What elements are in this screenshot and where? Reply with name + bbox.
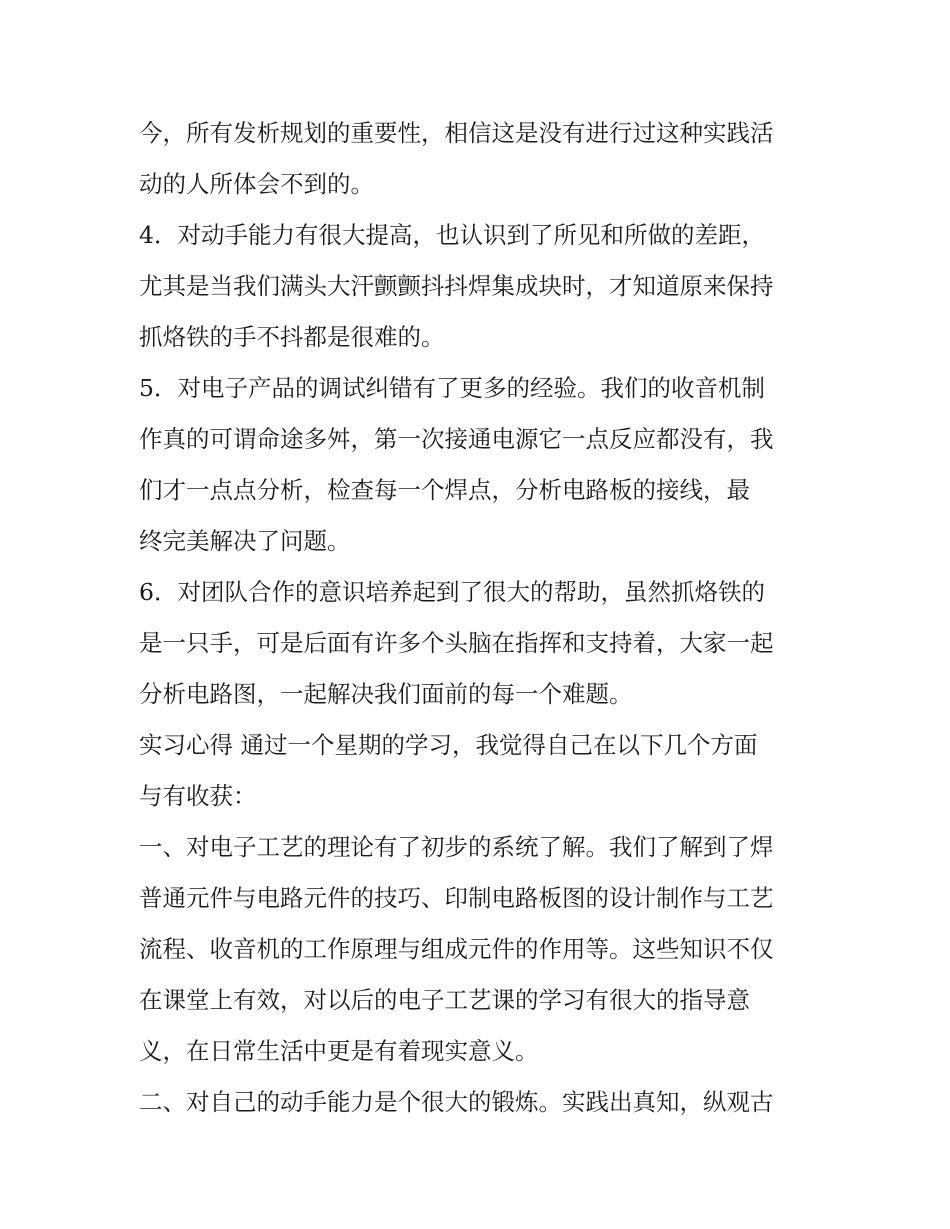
text-line: 抓烙铁的手不抖都是很难的。 xyxy=(139,323,445,351)
text-line: 二、对自己的动手能力是个很大的锻炼。实践出真知，纵观古 xyxy=(139,1088,774,1116)
text-line: 普通元件与电路元件的技巧、印制电路板图的设计制作与工艺 xyxy=(139,884,774,912)
text-line: 动的人所体会不到的。 xyxy=(139,170,374,198)
text-line: 4．对动手能力有很大提高，也认识到了所见和所做的差距， xyxy=(139,221,765,249)
text-line: 们才一点点分析，检查每一个焊点，分析电路板的接线，最 xyxy=(139,476,750,504)
text-line: 终完美解决了问题。 xyxy=(139,527,351,555)
text-line: 是一只手，可是后面有许多个头脑在指挥和支持着，大家一起 xyxy=(139,629,774,657)
text-line: 5．对电子产品的调试纠错有了更多的经验。我们的收音机制 xyxy=(139,374,765,402)
text-line: 义，在日常生活中更是有着现实意义。 xyxy=(139,1037,539,1065)
text-line: 与有收获： xyxy=(139,782,257,810)
text-line: 分析电路图，一起解决我们面前的每一个难题。 xyxy=(139,680,633,708)
document-body xyxy=(139,108,819,1128)
text-line: 在课堂上有效，对以后的电子工艺课的学习有很大的指导意 xyxy=(139,986,750,1014)
text-line: 一、对电子工艺的理论有了初步的系统了解。我们了解到了焊 xyxy=(139,833,774,861)
text-line: 实习心得 通过一个星期的学习，我觉得自己在以下几个方面 xyxy=(139,731,758,759)
text-line: 尤其是当我们满头大汗颤颤抖抖焊集成块时，才知道原来保持 xyxy=(139,272,774,300)
text-line: 今，所有发析规划的重要性，相信这是没有进行过这种实践活 xyxy=(139,119,774,147)
text-line: 作真的可谓命途多舛，第一次接通电源它一点反应都没有，我 xyxy=(139,425,774,453)
text-line: 6．对团队合作的意识培养起到了很大的帮助，虽然抓烙铁的 xyxy=(139,578,765,606)
text-line: 流程、收音机的工作原理与组成元件的作用等。这些知识不仅 xyxy=(139,935,774,963)
